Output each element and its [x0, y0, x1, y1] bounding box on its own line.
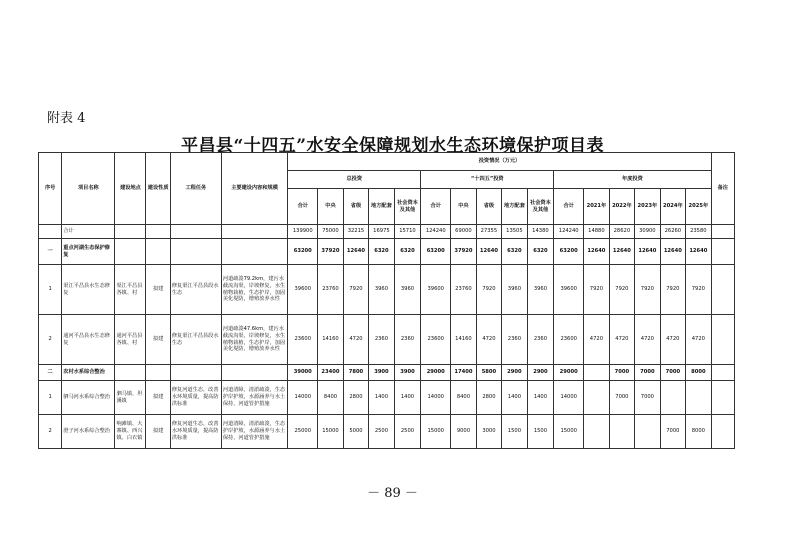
remark-cell	[711, 265, 734, 315]
value-cell	[609, 415, 634, 449]
value-cell: 15000	[318, 415, 343, 449]
value-cell: 4720	[660, 315, 685, 365]
value-cell: 3960	[527, 265, 554, 315]
header-location: 建设地点	[115, 153, 146, 225]
value-cell: 2800	[476, 381, 501, 415]
value-cell: 3000	[476, 415, 501, 449]
value-cell: 14160	[451, 315, 476, 365]
content-cell: 河道疏浚79.2km，建污水截流沟渠，岸坡修复，水生植物栽植，生态护岸，加固美化堤防，增殖放养水性	[221, 265, 287, 315]
table-body	[39, 225, 735, 449]
nature-cell: 拟建	[146, 381, 170, 415]
task-cell: 修复渠江平昌县段水生态	[170, 315, 221, 365]
value-cell: 63200	[421, 239, 451, 265]
value-cell	[584, 415, 609, 449]
header-col: 2022年	[609, 189, 634, 225]
value-cell: 3960	[394, 265, 421, 315]
value-cell: 7000	[660, 365, 685, 381]
appendix-label: 附表 4	[47, 111, 86, 126]
value-cell	[584, 365, 609, 381]
value-cell: 4720	[343, 315, 368, 365]
header-col: 省级	[476, 189, 501, 225]
value-cell: 14380	[527, 225, 554, 239]
value-cell: 12640	[635, 239, 660, 265]
value-cell: 39600	[421, 265, 451, 315]
header-col: 社会资本及其他	[394, 189, 421, 225]
header-col: 合计	[554, 189, 584, 225]
content-cell	[221, 365, 287, 381]
value-cell: 124240	[554, 225, 584, 239]
value-cell: 23760	[451, 265, 476, 315]
page-number: － 89 －	[367, 486, 418, 501]
value-cell: 39600	[554, 265, 584, 315]
header-task: 工程任务	[170, 153, 221, 225]
seq-cell	[39, 225, 62, 239]
nature-cell: 拟建	[146, 415, 170, 449]
value-cell: 2900	[502, 365, 527, 381]
value-cell: 7920	[635, 265, 660, 315]
name-cell: 合计	[62, 225, 115, 239]
value-cell: 7000	[660, 415, 685, 449]
location-cell	[115, 239, 146, 265]
value-cell: 14000	[421, 381, 451, 415]
table-row	[39, 265, 735, 315]
location-cell	[115, 365, 146, 381]
content-cell: 河道疏浚47.6km，建污水截流沟渠，岸坡修复，水生植物栽植，生态护岸，加固美化堤防，增殖放养水性	[221, 315, 287, 365]
header-col: 中央	[451, 189, 476, 225]
remark-cell	[711, 415, 734, 449]
value-cell: 23600	[554, 315, 584, 365]
value-cell: 12640	[343, 239, 368, 265]
content-cell	[221, 225, 287, 239]
value-cell: 75000	[318, 225, 343, 239]
remark-cell	[711, 225, 734, 239]
value-cell: 6320	[394, 239, 421, 265]
table-row	[39, 381, 735, 415]
value-cell: 139900	[288, 225, 318, 239]
value-cell: 32215	[343, 225, 368, 239]
value-cell: 63200	[288, 239, 318, 265]
nature-cell: 拟建	[146, 265, 170, 315]
name-cell: 通河平昌县水生态修复	[62, 315, 115, 365]
content-cell: 河道清障，清淤疏浚，生态护岸护坡，水源涵养与水土保持，河道管护措施	[221, 415, 287, 449]
value-cell: 12640	[686, 239, 712, 265]
header-seq: 序号	[39, 153, 62, 225]
value-cell: 37920	[451, 239, 476, 265]
header-col: 2025年	[686, 189, 712, 225]
name-cell: 澄子河水系综合整治	[62, 415, 115, 449]
task-cell: 修复河道生态，改善水环境质量，提高防洪标准	[170, 381, 221, 415]
header-col: 2024年	[660, 189, 685, 225]
value-cell	[660, 381, 685, 415]
header-investment: 投资情况（万元）	[288, 153, 711, 171]
header-content: 主要建设内容和规模	[221, 153, 287, 225]
value-cell: 4720	[635, 315, 660, 365]
value-cell: 6320	[527, 239, 554, 265]
task-cell: 修复河道生态，改善水环境质量，提高防洪标准	[170, 415, 221, 449]
value-cell: 26260	[660, 225, 685, 239]
value-cell: 63200	[554, 239, 584, 265]
value-cell: 3960	[502, 265, 527, 315]
value-cell: 2500	[369, 415, 394, 449]
value-cell: 39000	[288, 365, 318, 381]
header-name: 项目名称	[62, 153, 115, 225]
value-cell: 2360	[369, 315, 394, 365]
value-cell: 7000	[609, 365, 634, 381]
task-cell	[170, 239, 221, 265]
value-cell: 14000	[288, 381, 318, 415]
value-cell: 12640	[476, 239, 501, 265]
value-cell: 8400	[318, 381, 343, 415]
header-remark: 备注	[711, 153, 734, 225]
value-cell: 39600	[288, 265, 318, 315]
value-cell: 2360	[502, 315, 527, 365]
name-cell: 农村水系综合整治	[62, 365, 115, 381]
nature-cell	[146, 225, 170, 239]
value-cell: 15000	[421, 415, 451, 449]
value-cell: 4720	[686, 315, 712, 365]
value-cell: 69000	[451, 225, 476, 239]
value-cell: 8000	[686, 415, 712, 449]
remark-cell	[711, 381, 734, 415]
header-col: 合计	[421, 189, 451, 225]
header-total-group: 总投资	[288, 171, 421, 189]
header-col: 2021年	[584, 189, 609, 225]
name-cell: 驷马河水系综合整治	[62, 381, 115, 415]
value-cell: 7000	[609, 381, 634, 415]
value-cell: 7800	[343, 365, 368, 381]
project-table	[38, 152, 735, 449]
value-cell: 2500	[394, 415, 421, 449]
task-cell: 修复渠江平昌县段水生态	[170, 265, 221, 315]
value-cell: 7920	[343, 265, 368, 315]
location-cell: 通河平昌县各镇、村	[115, 315, 146, 365]
value-cell: 6320	[502, 239, 527, 265]
value-cell: 17400	[451, 365, 476, 381]
value-cell: 1500	[527, 415, 554, 449]
table-row	[39, 415, 735, 449]
value-cell: 8400	[451, 381, 476, 415]
seq-cell: 一	[39, 239, 62, 265]
task-cell	[170, 365, 221, 381]
value-cell: 1400	[369, 381, 394, 415]
value-cell: 2360	[394, 315, 421, 365]
value-cell: 3900	[394, 365, 421, 381]
nature-cell	[146, 365, 170, 381]
seq-cell: 1	[39, 265, 62, 315]
nature-cell	[146, 239, 170, 265]
remark-cell	[711, 315, 734, 365]
value-cell: 5800	[476, 365, 501, 381]
table-row	[39, 315, 735, 365]
value-cell: 1500	[502, 415, 527, 449]
header-col: 2023年	[635, 189, 660, 225]
value-cell: 23760	[318, 265, 343, 315]
value-cell: 3900	[369, 365, 394, 381]
page-title: 平昌县“十四五”水安全保障规划水生态环境保护项目表	[180, 136, 605, 156]
remark-cell	[711, 239, 734, 265]
value-cell: 28620	[609, 225, 634, 239]
header-col: 社会资本及其他	[527, 189, 554, 225]
value-cell: 4720	[476, 315, 501, 365]
value-cell: 30900	[635, 225, 660, 239]
value-cell: 9000	[451, 415, 476, 449]
value-cell: 7000	[635, 365, 660, 381]
value-cell: 37920	[318, 239, 343, 265]
value-cell: 2800	[343, 381, 368, 415]
location-cell: 响滩镇、大寨镇、西兴镇、白衣镇	[115, 415, 146, 449]
value-cell: 29000	[421, 365, 451, 381]
value-cell: 14880	[584, 225, 609, 239]
header-plan-group: “十四五”投资	[421, 171, 554, 189]
value-cell: 29000	[554, 365, 584, 381]
value-cell: 16975	[369, 225, 394, 239]
seq-cell: 1	[39, 381, 62, 415]
value-cell: 15000	[554, 415, 584, 449]
value-cell: 13505	[502, 225, 527, 239]
location-cell: 驷马镇、坦溪镇	[115, 381, 146, 415]
table-row	[39, 365, 735, 381]
location-cell: 渠江平昌县各镇、村	[115, 265, 146, 315]
value-cell: 7920	[476, 265, 501, 315]
task-cell	[170, 225, 221, 239]
value-cell: 4720	[609, 315, 634, 365]
value-cell: 23600	[421, 315, 451, 365]
value-cell: 14000	[554, 381, 584, 415]
header-col: 中央	[318, 189, 343, 225]
value-cell: 23580	[686, 225, 712, 239]
content-cell	[221, 239, 287, 265]
value-cell: 8000	[686, 365, 712, 381]
value-cell: 7920	[686, 265, 712, 315]
nature-cell: 拟建	[146, 315, 170, 365]
value-cell: 7920	[609, 265, 634, 315]
header-nature: 建设性质	[146, 153, 170, 225]
name-cell: 渠江平昌县水生态修复	[62, 265, 115, 315]
value-cell: 1400	[394, 381, 421, 415]
name-cell: 重点河湖生态保护修复	[62, 239, 115, 265]
value-cell: 14160	[318, 315, 343, 365]
remark-cell	[711, 365, 734, 381]
value-cell	[686, 381, 712, 415]
value-cell: 12640	[584, 239, 609, 265]
table-row	[39, 225, 735, 239]
value-cell: 23400	[318, 365, 343, 381]
seq-cell: 2	[39, 315, 62, 365]
value-cell: 25000	[288, 415, 318, 449]
value-cell: 2360	[527, 315, 554, 365]
value-cell: 12640	[609, 239, 634, 265]
location-cell	[115, 225, 146, 239]
header-col: 地方配套	[369, 189, 394, 225]
seq-cell: 2	[39, 415, 62, 449]
value-cell: 27355	[476, 225, 501, 239]
value-cell: 1400	[527, 381, 554, 415]
value-cell: 12640	[660, 239, 685, 265]
value-cell	[635, 415, 660, 449]
value-cell: 7920	[660, 265, 685, 315]
value-cell: 1400	[502, 381, 527, 415]
content-cell: 河道清障，清淤疏浚，生态护岸护坡，水源涵养与水土保持，河道管护措施	[221, 381, 287, 415]
header-col: 合计	[288, 189, 318, 225]
header-annual-group: 年度投资	[554, 171, 711, 189]
header-col: 省级	[343, 189, 368, 225]
table-row	[39, 239, 735, 265]
header-col: 地方配套	[502, 189, 527, 225]
value-cell: 124240	[421, 225, 451, 239]
value-cell: 6320	[369, 239, 394, 265]
value-cell: 7000	[635, 381, 660, 415]
value-cell	[584, 381, 609, 415]
value-cell: 5000	[343, 415, 368, 449]
value-cell: 3960	[369, 265, 394, 315]
value-cell: 15710	[394, 225, 421, 239]
value-cell: 23600	[288, 315, 318, 365]
value-cell: 7920	[584, 265, 609, 315]
value-cell: 2900	[527, 365, 554, 381]
seq-cell: 二	[39, 365, 62, 381]
value-cell: 4720	[584, 315, 609, 365]
